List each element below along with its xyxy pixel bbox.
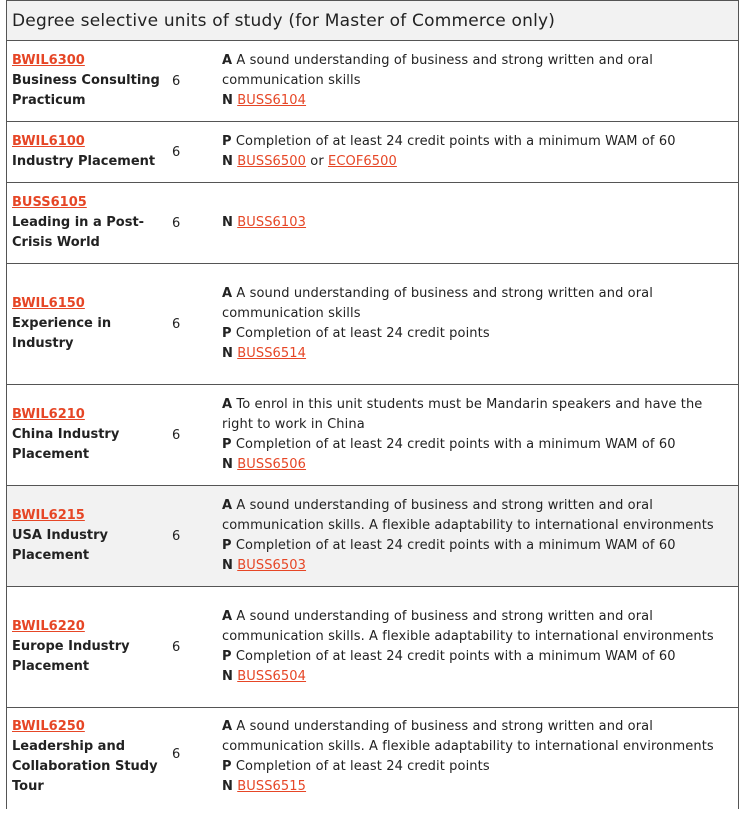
table-row bbox=[7, 385, 738, 486]
credit-points: 6 bbox=[172, 639, 181, 655]
unit-code-link[interactable]: BWIL6220 bbox=[12, 619, 85, 634]
unit-code-link[interactable]: BWIL6300 bbox=[12, 53, 85, 68]
credit-points: 6 bbox=[172, 316, 181, 332]
prohibitions: N BUSS6500 or ECOF6500 bbox=[222, 154, 397, 169]
assumed-knowledge: A A sound understanding of business and strong written and oral communication skills. A flexible adaptability to international environments bbox=[222, 719, 714, 754]
credit-points: 6 bbox=[172, 215, 181, 231]
unit-name: Leadership and Collaboration Study Tour bbox=[12, 739, 158, 794]
unit-cell bbox=[7, 193, 162, 253]
unit-code-link[interactable]: BWIL6250 bbox=[12, 719, 85, 734]
requirements-cell bbox=[222, 496, 738, 576]
requirements-cell bbox=[222, 132, 738, 172]
unit-cell bbox=[7, 717, 162, 797]
prerequisites: P Completion of at least 24 credit points bbox=[222, 326, 490, 341]
requirements-cell bbox=[222, 284, 738, 364]
unit-name: Business Consulting Practicum bbox=[12, 73, 160, 108]
prohibition-link[interactable]: BUSS6503 bbox=[237, 558, 307, 573]
table-row bbox=[7, 41, 738, 122]
prerequisites: P Completion of at least 24 credit points with a minimum WAM of 60 bbox=[222, 134, 676, 149]
unit-name: Europe Industry Placement bbox=[12, 639, 130, 674]
prohibition-link[interactable]: BUSS6515 bbox=[237, 779, 307, 794]
assumed-knowledge: A A sound understanding of business and strong written and oral communication skills bbox=[222, 53, 653, 88]
prohibitions: N BUSS6514 bbox=[222, 346, 307, 361]
assumed-knowledge: A A sound understanding of business and strong written and oral communication skills bbox=[222, 286, 653, 321]
unit-cell bbox=[7, 51, 162, 111]
prohibition-link[interactable]: BUSS6514 bbox=[237, 346, 307, 361]
table-title: Degree selective units of study (for Master of Commerce only) bbox=[7, 1, 738, 41]
unit-cell bbox=[7, 405, 162, 465]
prohibitions: N BUSS6515 bbox=[222, 779, 307, 794]
table-row bbox=[7, 122, 738, 183]
requirements-cell bbox=[222, 213, 738, 233]
prohibitions: N BUSS6104 bbox=[222, 93, 307, 108]
credit-points: 6 bbox=[172, 144, 181, 160]
credit-points: 6 bbox=[172, 747, 181, 762]
unit-code-link[interactable]: BWIL6215 bbox=[12, 508, 85, 523]
assumed-knowledge: A A sound understanding of business and strong written and oral communication skills. A flexible adaptability to international environments bbox=[222, 609, 714, 644]
requirements-cell bbox=[222, 607, 738, 687]
table-row bbox=[7, 264, 738, 385]
unit-code-link[interactable]: BWIL6100 bbox=[12, 134, 85, 149]
prohibition-link[interactable]: BUSS6504 bbox=[237, 669, 307, 684]
assumed-knowledge: A A sound understanding of business and strong written and oral communication skills. A flexible adaptability to international environments bbox=[222, 498, 714, 533]
prohibitions: N BUSS6504 bbox=[222, 669, 307, 684]
prerequisites: P Completion of at least 24 credit points with a minimum WAM of 60 bbox=[222, 437, 676, 452]
unit-name: USA Industry Placement bbox=[12, 528, 108, 563]
prohibitions: N BUSS6506 bbox=[222, 457, 307, 472]
unit-cell bbox=[7, 294, 162, 354]
prerequisites: P Completion of at least 24 credit points bbox=[222, 759, 490, 774]
prohibition-link[interactable]: ECOF6500 bbox=[328, 154, 397, 169]
table-row bbox=[7, 486, 738, 587]
unit-cell bbox=[7, 617, 162, 677]
credit-points: 6 bbox=[172, 73, 181, 89]
requirements-cell bbox=[222, 395, 738, 475]
credit-points: 6 bbox=[172, 528, 181, 544]
prohibitions: N BUSS6503 bbox=[222, 558, 307, 573]
assumed-knowledge: A To enrol in this unit students must be Mandarin speakers and have the right to work in China bbox=[222, 397, 703, 432]
table-row bbox=[7, 587, 738, 708]
unit-name: Leading in a Post-Crisis World bbox=[12, 215, 145, 250]
unit-code-link[interactable]: BUSS6105 bbox=[12, 195, 87, 210]
prerequisites: P Completion of at least 24 credit points with a minimum WAM of 60 bbox=[222, 649, 676, 664]
unit-code-link[interactable]: BWIL6150 bbox=[12, 296, 85, 311]
requirements-cell bbox=[222, 717, 738, 797]
prohibitions: N BUSS6103 bbox=[222, 215, 307, 230]
prohibition-link[interactable]: BUSS6500 bbox=[237, 154, 307, 169]
requirements-cell bbox=[222, 51, 738, 111]
credit-points: 6 bbox=[172, 427, 181, 443]
table-row bbox=[7, 183, 738, 264]
prohibition-link[interactable]: BUSS6104 bbox=[237, 93, 307, 108]
prohibition-link[interactable]: BUSS6103 bbox=[237, 215, 307, 230]
unit-name: China Industry Placement bbox=[12, 427, 120, 462]
prohibition-link[interactable]: BUSS6506 bbox=[237, 457, 307, 472]
units-table bbox=[6, 0, 739, 809]
unit-name: Experience in Industry bbox=[12, 316, 112, 351]
unit-cell bbox=[7, 506, 162, 566]
unit-name: Industry Placement bbox=[12, 154, 156, 169]
unit-code-link[interactable]: BWIL6210 bbox=[12, 407, 85, 422]
table-row bbox=[7, 708, 738, 809]
unit-cell bbox=[7, 132, 162, 172]
prerequisites: P Completion of at least 24 credit points with a minimum WAM of 60 bbox=[222, 538, 676, 553]
